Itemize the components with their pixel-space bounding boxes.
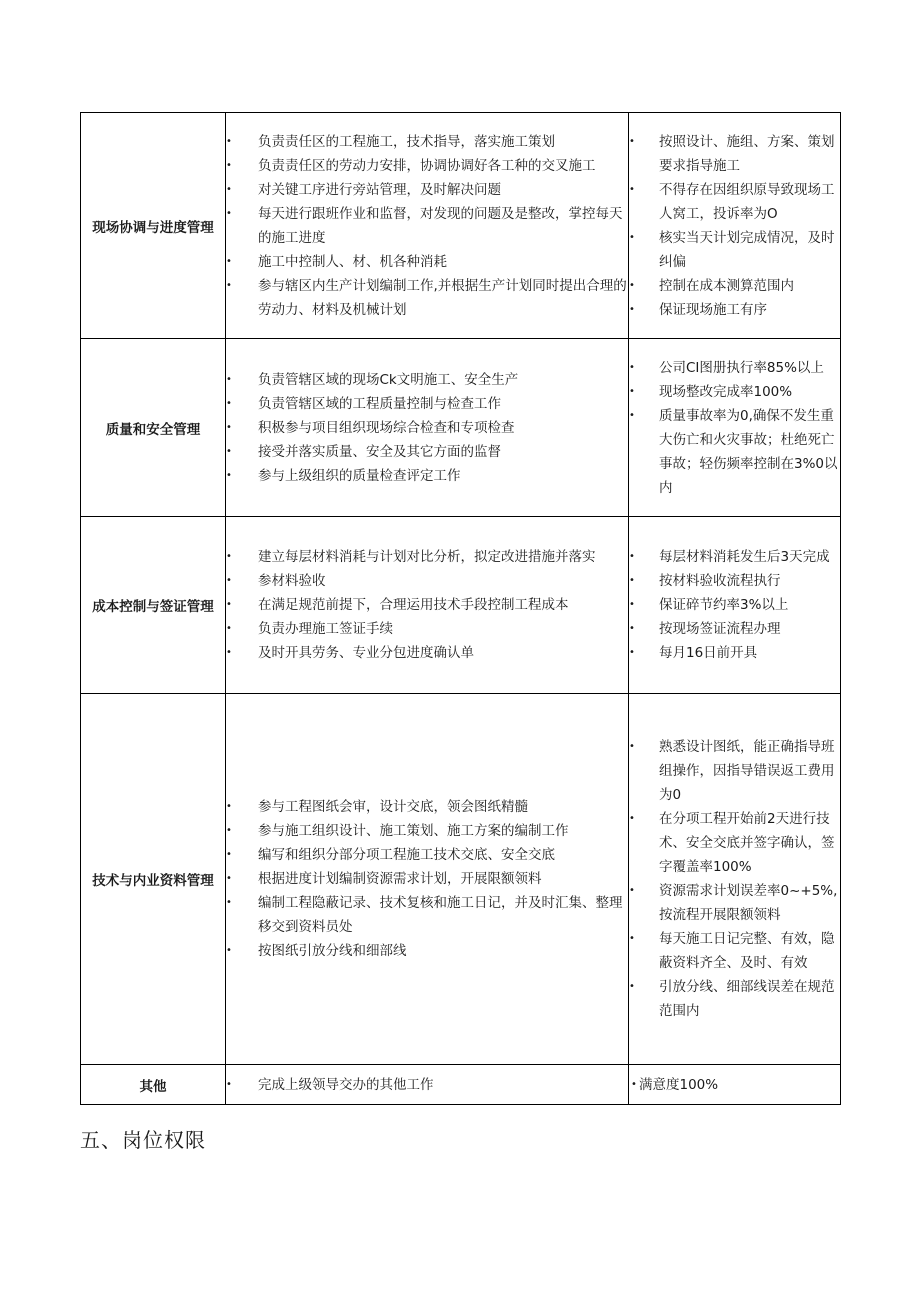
task-cell <box>226 694 629 1065</box>
list-item: • 现场整改完成率100% <box>629 380 840 404</box>
list-item: • 完成上级领导交办的其他工作 <box>226 1073 628 1097</box>
section-heading: 五、岗位权限 <box>80 1128 206 1152</box>
list-item: • 参与上级组织的质量检查评定工作 <box>226 464 628 488</box>
standard-list <box>629 1073 840 1097</box>
list-item: • 引放分线、细部线误差在规范范围内 <box>629 975 840 1023</box>
task-cell <box>226 113 629 339</box>
list-item: • 积极参与项目组织现场综合检查和专项检查 <box>226 416 628 440</box>
list-item: • 熟悉设计图纸，能正确指导班组操作，因指导错误返工费用为0 <box>629 735 840 807</box>
list-item: • 参与辖区内生产计划编制工作,并根据生产计划同时提出合理的劳动力、材料及机械计划 <box>226 274 628 322</box>
list-item: • 接受并落实质量、安全及其它方面的监督 <box>226 440 628 464</box>
category-cell: 其他 <box>81 1065 226 1105</box>
list-item: • 每月16日前开具 <box>629 641 840 665</box>
list-item: • 对关键工序进行旁站管理，及时解决问题 <box>226 178 628 202</box>
list-item: • 负责办理施工签证手续 <box>226 617 628 641</box>
task-cell <box>226 1065 629 1105</box>
standard-cell <box>629 694 841 1065</box>
list-item: • 按现场签证流程办理 <box>629 617 840 641</box>
category-cell: 现场协调与进度管理 <box>81 113 226 339</box>
list-item: • 按材料验收流程执行 <box>629 569 840 593</box>
list-item: • 负责责任区的工程施工，技术指导，落实施工策划 <box>226 130 628 154</box>
standard-cell <box>629 339 841 517</box>
task-list <box>226 545 628 665</box>
list-item: • 根据进度计划编制资源需求计划，开展限额领料 <box>226 867 628 891</box>
list-item: • 及时开具劳务、专业分包进度确认单 <box>226 641 628 665</box>
table-row <box>81 517 841 694</box>
category-cell: 技术与内业资料管理 <box>81 694 226 1065</box>
task-cell <box>226 339 629 517</box>
task-cell <box>226 517 629 694</box>
list-item: • 施工中控制人、材、机各种消耗 <box>226 250 628 274</box>
task-list <box>226 130 628 322</box>
standard-list <box>629 356 840 500</box>
list-item: • 满意度100% <box>629 1073 840 1097</box>
standard-list <box>629 735 840 1023</box>
list-item: • 每天进行跟班作业和监督，对发现的问题及是整改，掌控每天的施工进度 <box>226 202 628 250</box>
standard-list <box>629 545 840 665</box>
standard-cell <box>629 517 841 694</box>
list-item: • 负责责任区的劳动力安排，协调协调好各工种的交叉施工 <box>226 154 628 178</box>
list-item: • 建立每层材料消耗与计划对比分析，拟定改进措施并落实 <box>226 545 628 569</box>
list-item: • 参与施工组织设计、施工策划、施工方案的编制工作 <box>226 819 628 843</box>
table-row <box>81 113 841 339</box>
table-row <box>81 339 841 517</box>
standard-cell <box>629 1065 841 1105</box>
list-item: • 每层材料消耗发生后3天完成 <box>629 545 840 569</box>
task-list <box>226 795 628 963</box>
list-item: • 在满足规范前提下，合理运用技术手段控制工程成本 <box>226 593 628 617</box>
list-item: • 在分项工程开始前2天进行技术、安全交底并签字确认，签字覆盖率100% <box>629 807 840 879</box>
list-item: • 公司CI图册执行率85%以上 <box>629 356 840 380</box>
list-item: • 负责管辖区域的现场Ck文明施工、安全生产 <box>226 368 628 392</box>
list-item: • 保证现场施工有序 <box>629 298 840 322</box>
list-item: • 每天施工日记完整、有效，隐蔽资料齐全、及时、有效 <box>629 927 840 975</box>
duty-table <box>80 112 841 1105</box>
list-item: • 按照设计、施组、方案、策划要求指导施工 <box>629 130 840 178</box>
list-item: • 保证碎节约率3%以上 <box>629 593 840 617</box>
task-list <box>226 368 628 488</box>
category-cell: 质量和安全管理 <box>81 339 226 517</box>
category-cell: 成本控制与签证管理 <box>81 517 226 694</box>
list-item: • 质量事故率为0,确保不发生重大伤亡和火灾事故；杜绝死亡事故；轻伤频率控制在3%0以内 <box>629 404 840 500</box>
list-item: • 核实当天计划完成情况，及时纠偏 <box>629 226 840 274</box>
list-item: • 控制在成本测算范围内 <box>629 274 840 298</box>
list-item: • 编写和组织分部分项工程施工技术交底、安全交底 <box>226 843 628 867</box>
table-row <box>81 1065 841 1105</box>
list-item: • 参材料验收 <box>226 569 628 593</box>
list-item: • 不得存在因组织原导致现场工人窝工，投诉率为O <box>629 178 840 226</box>
list-item: • 负责管辖区域的工程质量控制与检查工作 <box>226 392 628 416</box>
standard-list <box>629 130 840 322</box>
list-item: • 资源需求计划误差率0~+5%,按流程开展限额领料 <box>629 879 840 927</box>
standard-cell <box>629 113 841 339</box>
list-item: • 按图纸引放分线和细部线 <box>226 939 628 963</box>
list-item: • 参与工程图纸会审，设计交底，领会图纸精髓 <box>226 795 628 819</box>
table-row <box>81 694 841 1065</box>
list-item: • 编制工程隐蔽记录、技术复核和施工日记，并及时汇集、整理移交到资料员处 <box>226 891 628 939</box>
task-list <box>226 1073 628 1097</box>
